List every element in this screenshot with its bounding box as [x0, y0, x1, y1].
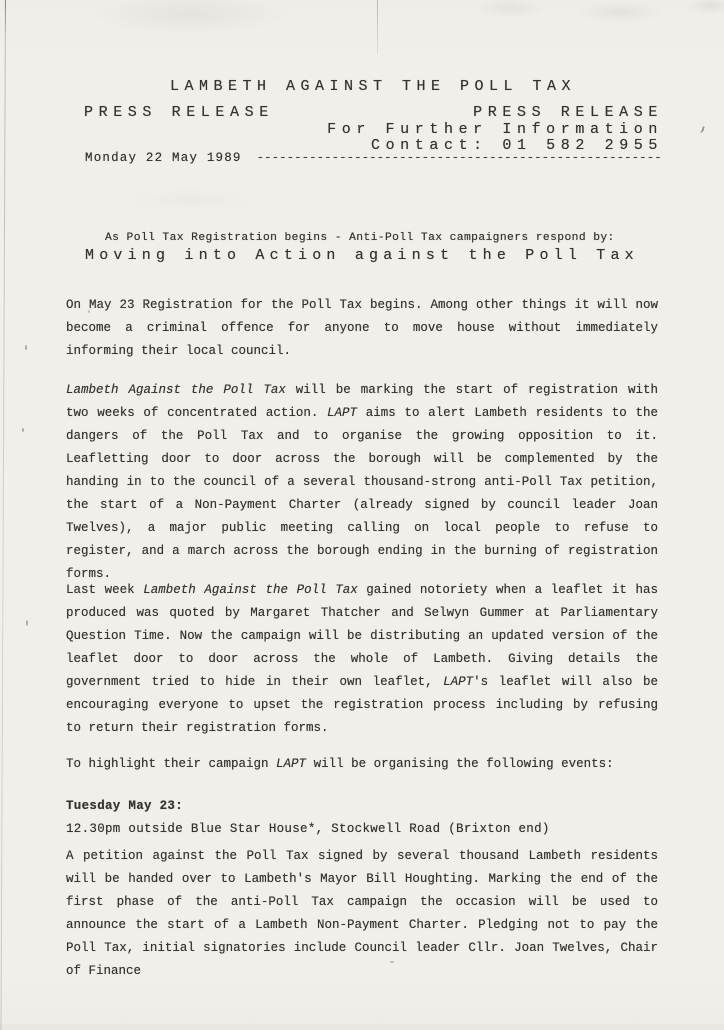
headline-title: Moving into Action against the Poll Tax [85, 247, 639, 264]
event-time-location: 12.30pm outside Blue Star House*, Stockwell Road (Brixton end) [66, 822, 550, 836]
paragraph-text: To highlight their campaign [66, 757, 277, 771]
further-information-label: For Further Information [327, 121, 663, 138]
typed-dash-rule: ------------------------------------------------------ [256, 151, 662, 165]
paragraph-text: gained notoriety when a leaflet it has produced was quoted by Margaret Thatcher and Selwyn Gummer at Parliamentary Question Time. Now the campaign will be distributing an updated version of the leaflet door to door across the whole of Lambeth. Giving details the government tried to hide in their own leaflet, [66, 583, 658, 689]
lapt-acronym-italic: LAPT [443, 675, 474, 689]
paragraph-text: will be marking the start of registration with two weeks of concentrated action. [66, 383, 658, 420]
lapt-acronym-italic: LAPT [327, 406, 358, 420]
organisation-title: LAMBETH AGAINST THE POLL TAX [170, 78, 577, 95]
contact-phone-line: Contact: 01 582 2955 [370, 137, 663, 154]
paragraph-events-intro [66, 753, 658, 776]
event-details-paragraph: A petition against the Poll Tax signed by several thousand Lambeth residents will be handed over to Lambeth's Mayor Bill Houghting. Marking the end of the first phase of the anti-Poll Tax campaign the occasion will be used to announce the start of a Lambeth Non-Payment Charter. Pledging not to pay the Poll Tax, initial signatories include Council leader Cllr. Joan Twelves, Chair of Finance [66, 849, 658, 978]
date-label: Monday 22 May 1989 [85, 151, 242, 165]
paragraph-text: 's leaflet will also be encouraging everyone to upset the registration process including by refusing to return their registration forms. [66, 675, 658, 735]
scan-artifact-top-fold-line [377, 0, 378, 54]
scan-artifact-left-edge-line [0, 0, 6, 1030]
paragraph-registration-begins: On May 23 Registration for the Poll Tax begins. Among other things it will now become a criminal offence for anyone to move house without immediately informing their local council. [66, 298, 658, 358]
paragraph-text: aims to alert Lambeth residents to the dangers of the Poll Tax and to organise the growing opposition to it. Leafletting door to door across the borough will be complemented by the handing in to the council of a several thousand-strong anti-Poll Tax petition, the start of a Non-Payment Charter (already signed by council leader Joan Twelves), a major public meeting calling on local people to refuse to register, and a march across the borough ending in the burning of registration forms. [66, 406, 658, 581]
event-date-heading: Tuesday May 23: [66, 799, 184, 813]
press-release-right-label: PRESS RELEASE [473, 104, 663, 121]
scan-artifact-speck [22, 428, 24, 432]
date-row [85, 151, 662, 165]
scan-artifact-speck [26, 620, 28, 626]
campaign-name-italic: Lambeth Against the Poll Tax [143, 583, 358, 597]
press-release-row [84, 104, 663, 121]
lapt-acronym-italic: LAPT [276, 757, 307, 771]
scan-artifact-speck [25, 345, 27, 350]
scan-artifact-comma-mark [698, 125, 705, 133]
paragraph-two-weeks-of-action [66, 379, 658, 586]
paragraph-text: will be organising the following events: [306, 757, 614, 771]
paragraph-text: Last week [66, 583, 144, 597]
campaign-name-italic: Lambeth Against the Poll Tax [66, 383, 286, 397]
headline-kicker: As Poll Tax Registration begins - Anti-Poll Tax campaigners respond by: [105, 232, 615, 244]
press-release-left-label: PRESS RELEASE [84, 104, 274, 121]
paragraph-leaflet-notoriety [66, 579, 658, 740]
